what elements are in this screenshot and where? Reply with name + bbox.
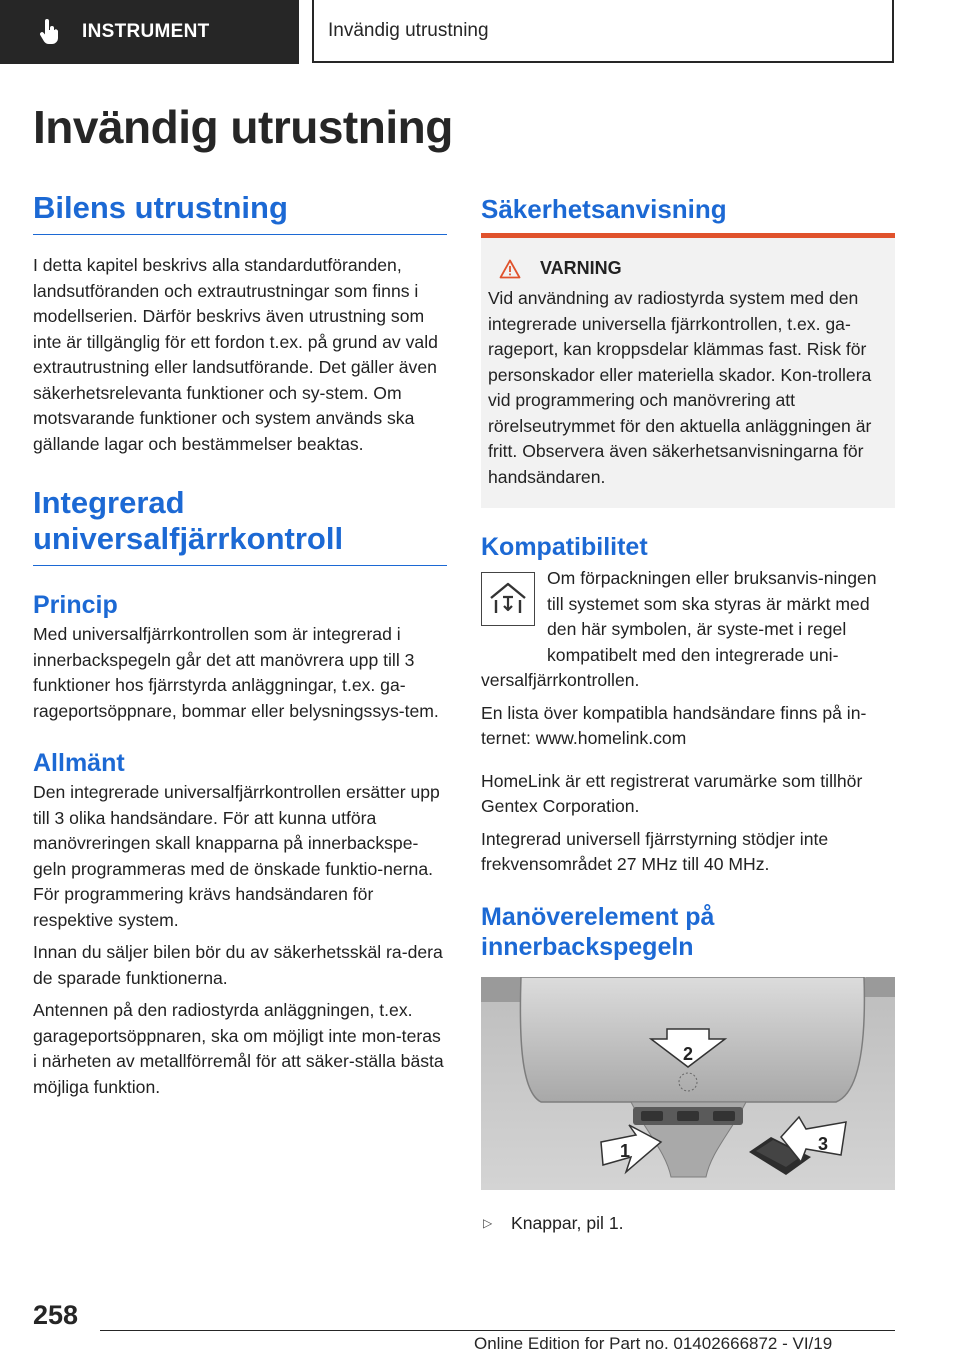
kompat-text: Om förpackningen eller bruksanvis-ningen till systemet som ska styras är märkt med den här symbolen, är syste-met i regel kompatibelt med den integrerade uni-versalfjärrkontrollen. [481, 568, 877, 690]
footer-edition: Online Edition for Part no. 01402666872 - VI/19 [474, 1334, 833, 1353]
section-tab[interactable] [0, 0, 299, 64]
paragraph-kompatibilitet [481, 566, 895, 694]
compatibility-block [481, 566, 895, 694]
paragraph-frequency: Integrerad universell fjärrstyrning stödjer inte frekvensområdet 27 MHz till 40 MHz. [481, 828, 829, 874]
bullet-text: Knappar, pil 1. [511, 1212, 624, 1233]
homelink-symbol [481, 572, 535, 626]
paragraph-allmant-2: Innan du säljer bilen bör du av säkerhetsskäl ra-dera de sparade funktionerna. [33, 942, 443, 988]
figure-label-2: 2 [682, 1043, 694, 1064]
heading-bilens-utrustning: Bilens utrustning [33, 190, 447, 235]
list-item [481, 1211, 895, 1237]
right-column [481, 190, 895, 1236]
heading-allmant: Allmänt [33, 749, 125, 777]
section-label: INSTRUMENT [82, 21, 210, 42]
mirror-illustration [481, 977, 895, 1190]
pointing-hand-icon [38, 19, 62, 45]
paragraph-allmant-3: Antennen på den radiostyrda anläggningen, t.ex. garageportsöppnaren, ska om möjligt inte mon-teras i närheten av metallförremål för att säker-ställa bästa möjliga funktion. [33, 1000, 444, 1097]
warning-label: VARNING [540, 258, 622, 278]
paragraph-kompat-list: En lista över kompatibla handsändare finns på in-ternet: www.homelink.com [481, 702, 867, 748]
footer-divider [100, 1330, 895, 1331]
heading-kompatibilitet: Kompatibilitet [481, 533, 648, 561]
mirror-figure [481, 977, 895, 1190]
heading-manoverelement: Manöverelement på innerbackspegeln [481, 902, 715, 961]
warning-header [499, 258, 888, 279]
page-title: Invändig utrustning [33, 101, 453, 153]
triangle-bullet-icon: ▷ [483, 1216, 493, 1231]
chapter-header [312, 0, 894, 63]
chapter-label: Invändig utrustning [328, 19, 489, 41]
figure-label-1: 1 [619, 1140, 631, 1161]
warning-text: Vid användning av radiostyrda system med den integrerade universella fjärrkontrollen, t.ex. ga-rageport, kan kroppsdelar klämmas fast. Risk för personskador eller materiella skador. Kon-trollera vid programmering och manövrering att rörelseutrymmet för den aktuella anläggningen är fritt. Observera även säkerhetsanvisningarna för handsändaren. [488, 288, 872, 487]
figure-label-3: 3 [817, 1133, 829, 1154]
page-number: 258 [33, 1300, 79, 1330]
paragraph-princip: Med universalfjärrkontrollen som är integrerad i innerbackspegeln går det att manövrera upp till 3 funktioner hos fjärrstyrda anläggningar, t.ex. ga-rageportsöppnare, bommar eller belysningssys-tem. [33, 624, 439, 721]
heading-integrerad: Integrerad universalfjärrkontroll [33, 485, 447, 566]
heading-princip: Princip [33, 591, 118, 619]
paragraph-bilens: I detta kapitel beskrivs alla standardutföranden, landsutföranden och extrautrustningar som finns i modellserien. Därför beskrivs även utrustning som inte är tillgänglig för ett fordon t.ex. på grund av vald extrautrustning eller landsutförande. Det gäller även säkerhetsrelevanta funktioner och sy-stem. Om motsvarande funktioner och system används ska gällande lagar och bestämmelser beaktas. [33, 255, 438, 454]
garage-home-icon [486, 579, 530, 619]
paragraph-homelink: HomeLink är ett registrerat varumärke som tillhör Gentex Corporation. [481, 770, 863, 816]
warning-box [481, 233, 895, 508]
heading-sakerhetsanvisning: Säkerhetsanvisning [481, 194, 727, 224]
warning-triangle-icon [499, 259, 521, 279]
paragraph-allmant-1: Den integrerade universalfjärrkontrollen ersätter upp till 3 olika handsändare. För att kunna utföra manövreringen skall knapparna på innerbackspe-geln programmeras med de önskade funktio-nerna. För programmering krävs handsändaren för respektive system. [33, 782, 440, 930]
left-column [33, 190, 447, 1100]
